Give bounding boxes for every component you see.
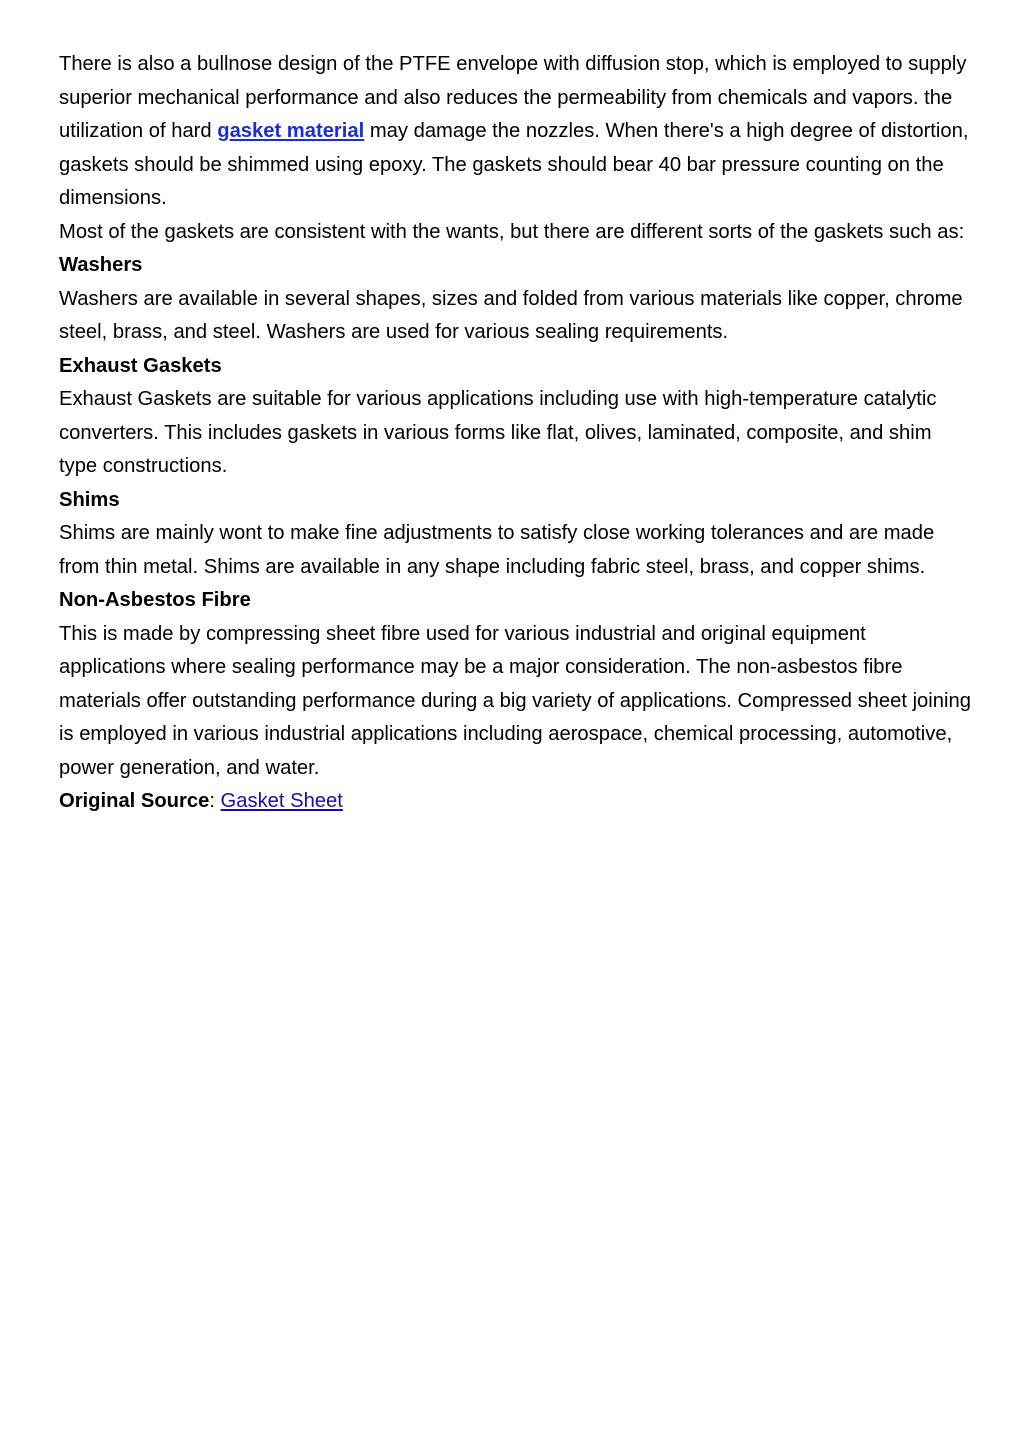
- section-body-washers: Washers are available in several shapes, sizes and folded from various materials like copper, chrome steel, brass, and steel. Washers are used for various sealing requirements.: [59, 287, 963, 343]
- section-heading-non-asbestos-fibre: Non-Asbestos Fibre: [59, 589, 251, 611]
- section-heading-shims: Shims: [59, 488, 120, 511]
- gasket-sheet-link[interactable]: Gasket Sheet: [220, 790, 343, 812]
- document-page: [59, 48, 974, 819]
- source-separator: :: [209, 790, 221, 812]
- types-intro-paragraph: Most of the gaskets are consistent with the wants, but there are different sorts of the gaskets such as:: [59, 220, 965, 243]
- intro-text-before-link: There is also a bullnose design of the PTFE envelope with diffusion stop, which is employed to supply superior mechanical performance and also reduces the permeability from chemicals and vapors. the utilization of hard: [59, 53, 967, 142]
- source-label: Original Source: [59, 790, 210, 812]
- section-heading-exhaust-gaskets: Exhaust Gaskets: [59, 354, 222, 377]
- source-line: [59, 785, 974, 819]
- intro-text-after-link: may damage the nozzles. When there's a high degree of distortion, gaskets should be shimmed using epoxy. The gaskets should bear 40 bar pressure counting on the dimensions.: [59, 120, 969, 209]
- section-body-shims: Shims are mainly wont to make fine adjustments to satisfy close working tolerances and are made from thin metal. Shims are available in any shape including fabric steel, brass, and copper shims.: [59, 522, 935, 578]
- section-body-exhaust-gaskets: Exhaust Gaskets are suitable for various applications including use with high-temperature catalytic converters. This includes gaskets in various forms like flat, olives, laminated, composite, and shim type constructions.: [59, 388, 937, 477]
- intro-paragraph: [59, 48, 974, 216]
- section-body-non-asbestos-fibre: This is made by compressing sheet fibre used for various industrial and original equipment applications where sealing performance may be a major consideration. The non-asbestos fibre materials offer outstanding performance during a big variety of applications. Compressed sheet joining is employed in various industrial applications including aerospace, chemical processing, automotive, power generation, and water.: [59, 622, 971, 779]
- section-heading-washers: Washers: [59, 254, 143, 276]
- gasket-material-link[interactable]: gasket material: [217, 120, 365, 142]
